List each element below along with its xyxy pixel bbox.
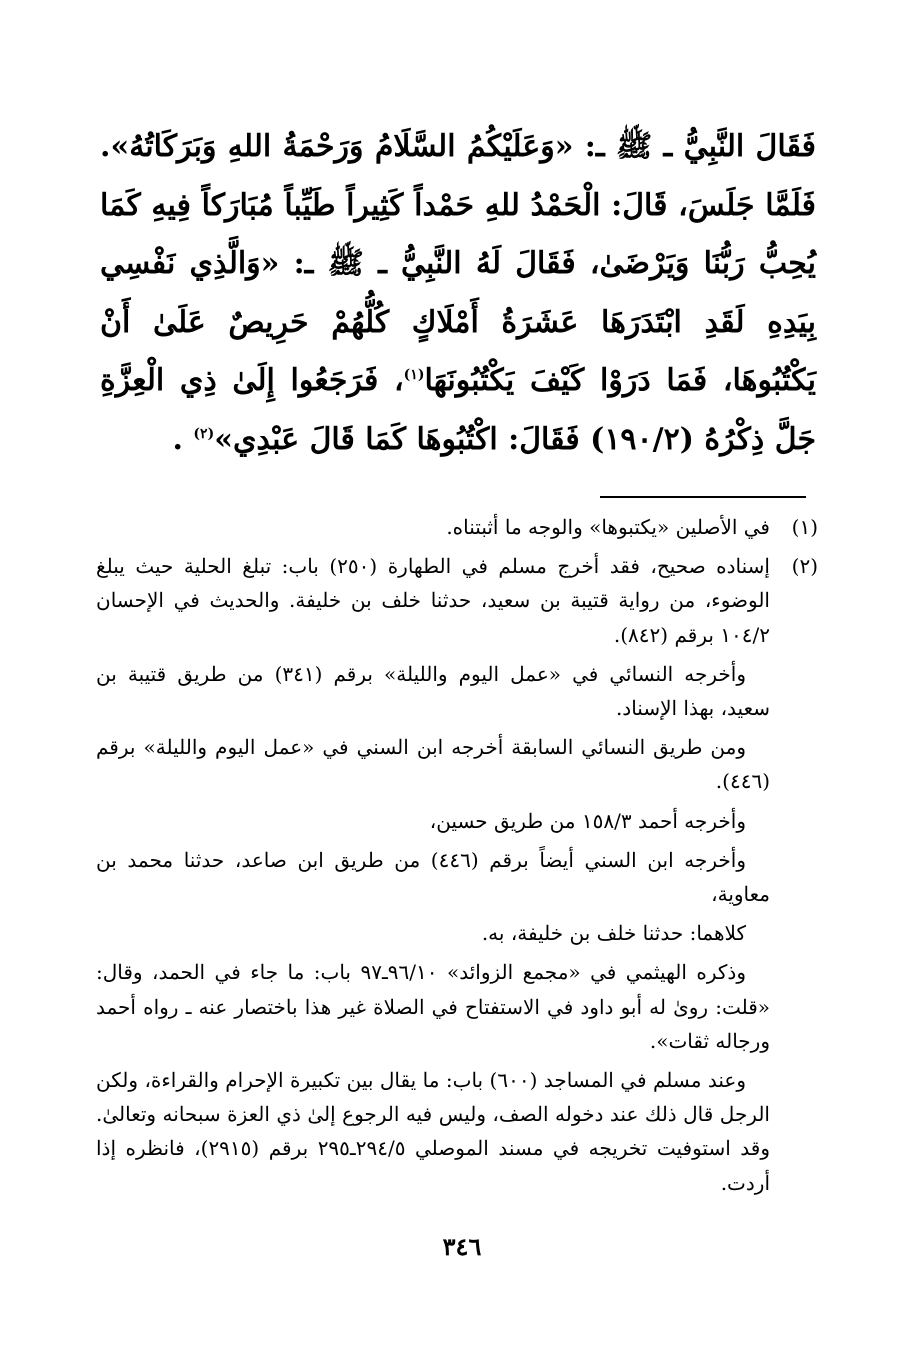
footnote-paragraph: وأخرجه ابن السني أيضاً برقم (٤٤٦) من طريق ابن صاعد، حدثنا محمد بن معاوية، <box>96 847 770 907</box>
footnote-body <box>96 510 770 549</box>
main-text <box>100 118 816 469</box>
footnotes <box>96 510 818 1205</box>
page-number: ٣٤٦ <box>442 1232 482 1261</box>
footnote-paragraph: وأخرجه النسائي في «عمل اليوم والليلة» برقم (٣٤١) من طريق قتيبة بن سعيد، بهذا الإسناد. <box>96 661 770 721</box>
footnote-1 <box>96 510 818 549</box>
footnote-2 <box>96 549 818 1205</box>
footnote-paragraph: وأخرجه أحمد ١٥٨/٣ من طريق حسين، <box>429 808 746 833</box>
footnote-ref-1: (١) <box>403 367 425 383</box>
footnote-divider <box>600 496 806 498</box>
footnote-ref-2: (٢) <box>193 425 215 442</box>
footnote-paragraph: ومن طريق النسائي السابقة أخرجه ابن السني في «عمل اليوم والليلة» برقم (٤٤٦). <box>96 735 770 794</box>
footnote-paragraph: وذكره الهيثمي في «مجمع الزوائد» ٩٦/١٠ـ٩٧ باب: ما جاء في الحمد، وقال: «قلت: روىٰ له أبو داود في الاستفتاح في الصلاة غير هذا باختصار عنه ـ رواه أحمد ورجاله ثقات». <box>96 960 770 1053</box>
footnote-number: (٢) <box>791 554 818 579</box>
hadith-end: . <box>172 421 194 457</box>
footnote-paragraph: إسناده صحيح، فقد أخرج مسلم في الطهارة (٢٥٠) باب: تبلغ الحلية حيث يبلغ الوضوء، من رواية قتيبة بن سعيد، حدثنا خلف بن خليفة. والحديث في الإحسان ١٠٤/٢ برقم (٨٤٢). <box>96 554 770 647</box>
hadith-paragraph <box>100 118 816 469</box>
footnote-number: (١) <box>791 515 818 539</box>
footnote-paragraph: كلاهما: حدثنا خلف بن خليفة، به. <box>481 921 746 946</box>
footnote-body <box>96 549 770 1205</box>
hadith-continuation: ، فَرَجَعُوا إِلَىٰ ذِي الْعِزَّةِ جَلَّ ذِكْرُهُ (١٩٠/٢) فَقَالَ: اكْتُبُوهَا كَمَا قَالَ عَبْدِي» <box>100 363 816 457</box>
hadith-text: فَقَالَ النَّبِيُّ ـ ﷺ ـ: «وَعَلَيْكُمُ السَّلَامُ وَرَحْمَةُ اللهِ وَبَرَكَاتُهُ». فَلَمَّا جَلَسَ، قَالَ: الْحَمْدُ للهِ حَمْداً كَثِيراً طَيِّباً مُبَارَكاً فِيهِ كَمَا يُحِبُّ رَبُّنَا وَيَرْضَىٰ، فَقَالَ لَهُ النَّبِيُّ ـ ﷺ ـ: «وَالَّذِي نَفْسِي بِيَدِهِ لَقَدِ ابْتَدَرَهَا عَشَرَةُ أَمْلَاكٍ كُلُّهُمْ حَرِيصٌ عَلَىٰ أَنْ يَكْتُبُوهَا، فَمَا دَرَوْا كَيْفَ يَكْتُبُونَهَا <box>100 129 816 398</box>
footnote-paragraph: وعند مسلم في المساجد (٦٠٠) باب: ما يقال بين تكبيرة الإحرام والقراءة، ولكن الرجل قال ذلك عند دخوله الصف، وليس فيه الرجوع إلىٰ ذي العزة سبحانه وتعالىٰ. وقد استوفيت تخريجه في مسند الموصلي ٢٩٤/٥ـ٢٩٥ برقم (٢٩١٥)، فانظره إذا أردت. <box>96 1068 770 1195</box>
footnote-paragraph: في الأصلين «يكتبوها» والوجه ما أثبتناه. <box>446 515 770 539</box>
